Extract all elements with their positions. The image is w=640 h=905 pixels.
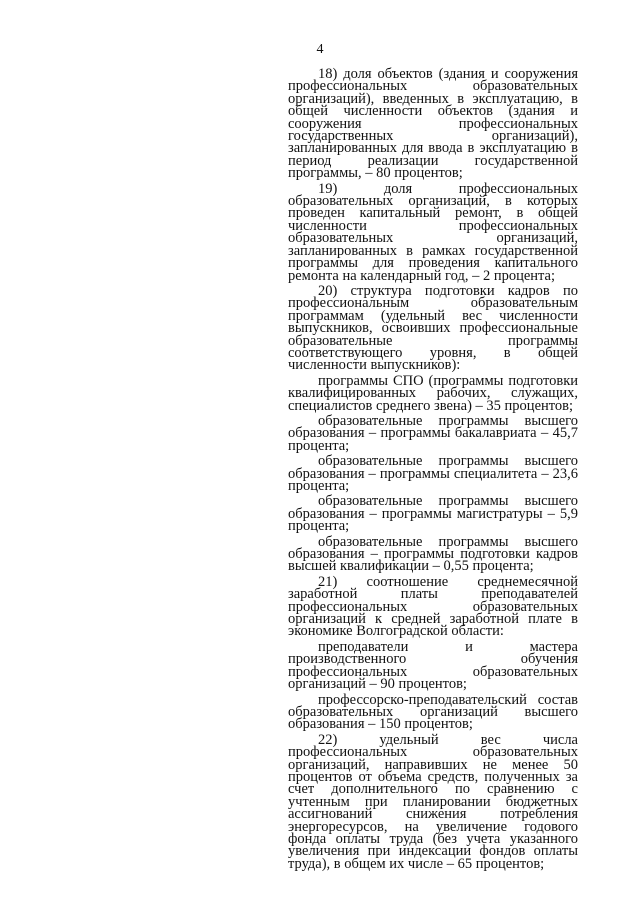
paragraph-specialist: образовательные программы высшего образования – программы специалитета – 23,6 процента; (288, 453, 578, 494)
paragraph-higher-qualification: образовательные программы высшего образования – программы подготовки кадров высшей квалификации – 0,55 процента; (288, 533, 578, 575)
paragraph-item-18: 18) доля объектов (здания и сооружения профессиональных образовательных организаций), введенных в эксплуатацию, в общей численности объектов (здания и сооружения профессиональных государственных организаций), запланированных для ввода в эксплуатацию в период реализации государственной программы, – 80 процентов; (288, 66, 578, 182)
paragraph-item-22: 22) удельный вес числа профессиональных образовательных организаций, направивших не менее 50 процентов от объема средств, полученных за счет дополнительного по сравнению с учтенным при планировании бюджетных ассигнований снижения потребления энергоресурсов, на увеличение годового фонда оплаты труда (без учета указанного увеличения при индексации фондов оплаты труда), в общем их числе – 65 процентов; (288, 731, 578, 872)
text-column (288, 68, 578, 873)
paragraph-teachers: преподаватели и мастера производственного обучения профессиональных образовательных организаций – 90 процентов; (288, 638, 578, 693)
paragraph-item-21: 21) соотношение среднемесячной заработной платы преподавателей профессиональных образовательных организаций к средней заработной плате в экономике Волгоградской области: (288, 573, 578, 640)
paragraph-spo-programs: программы СПО (программы подготовки квалифицированных рабочих, служащих, специалистов среднего звена) – 35 процентов; (288, 372, 578, 414)
paragraph-item-20: 20) структура подготовки кадров по профессиональным образовательным программам (удельный вес численности выпускников, освоивших профессиональные образовательные программы соответствующего уровня, в общей численности выпускников): (288, 282, 578, 374)
paragraph-bachelor: образовательные программы высшего образования – программы бакалавриата – 45,7 процента; (288, 412, 578, 454)
paragraph-item-19: 19) доля профессиональных образовательных организаций, в которых проведен капитальный ремонт, в общей численности профессиональных образовательных организаций, запланированных в рамках государственной программы для проведения капитального ремонта на календарный год, – 2 процента; (288, 180, 578, 284)
paragraph-master: образовательные программы высшего образования – программы магистратуры – 5,9 процента; (288, 493, 578, 535)
page-number: 4 (316, 42, 324, 57)
paragraph-professors: профессорско-преподавательский состав образовательных организаций высшего образования – 150 процентов; (288, 691, 578, 733)
